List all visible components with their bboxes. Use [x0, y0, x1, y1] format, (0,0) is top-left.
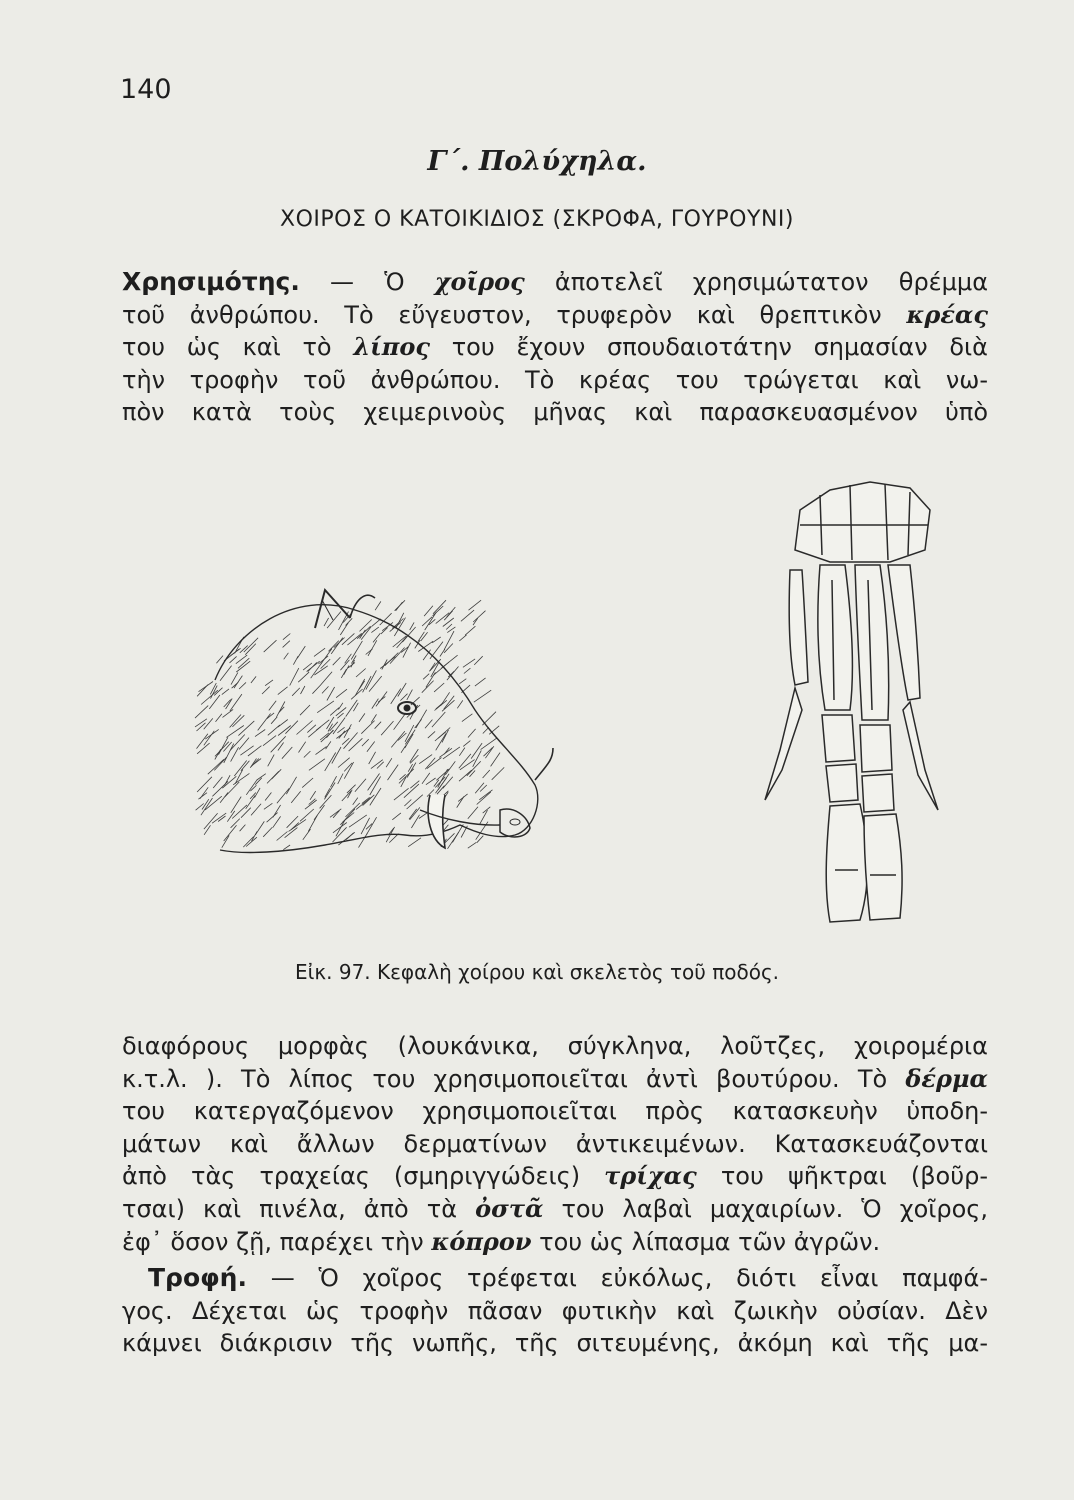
section-subtitle: ΧΟΙΡΟΣ Ο ΚΑΤΟΙΚΙΔΙΟΣ (ΣΚΡΟΦΑ, ΓΟΥΡΟΥΝΙ) — [280, 207, 794, 232]
heading-usefulness: Χρησιμότης. — [122, 267, 300, 296]
pig-head-drawing — [175, 570, 555, 870]
term-trichas: τρίχας — [604, 1161, 697, 1191]
page-number: 140 — [120, 74, 172, 105]
section-title: Γ΄. Πολύχηλα. — [427, 146, 647, 177]
term-kopron: κόπρον — [431, 1226, 532, 1256]
figure-caption: Εἰκ. 97. Κεφαλὴ χοίρου καὶ σκελετὸς τοῦ ποδός. — [294, 960, 780, 984]
paragraph-food: Τροφή. — Ὁ χοῖρος τρέφεται εὐκόλως, διότι εἶναι παμφά- γος. Δέχεται ὡς τροφὴν πᾶσαν φυτικὴν καὶ ζωικὴν οὐσίαν. Δὲν κάμνει διάκρισιν τῆς νωπῆς, τῆς σιτευμένης, ἀκόμη καὶ τῆς μα- — [122, 1263, 988, 1358]
term-choiros: χοῖρος — [434, 267, 525, 296]
term-kreas: κρέας — [906, 299, 988, 329]
foot-skeleton-drawing — [760, 470, 950, 940]
heading-food: Τροφή. — [148, 1263, 247, 1292]
term-derma: δέρμα — [905, 1063, 988, 1093]
paragraph-usefulness: Χρησιμότης. — Ὁ χοῖρος ἀποτελεῖ χρησιμώτατον θρέμμα τοῦ ἀνθρώπου. Τὸ εὔγευστον, τρυφερὸν καὶ θρεπτικὸν κρέας του ὡς καὶ τὸ λίπος του ἔχουν σπουδαιοτάτην σημασίαν διὰ τὴν τροφὴν τοῦ ἀνθρώπου. Τὸ κρέας του τρώγεται καὶ νω- πὸν κατὰ τοὺς χειμερινοὺς μῆνας καὶ παρασκευασμένον ὑπὸ — [122, 267, 989, 427]
term-osta: ὀστᾶ — [475, 1193, 544, 1223]
term-lipos: λίπος — [353, 332, 430, 362]
paragraph-products: διαφόρους μορφὰς (λουκάνικα, σύγκληνα, λοῦτζες, χοιρομέρια κ.τ.λ. ). Τὸ λίπος του χρησιμοποιεῖται ἀντὶ βουτύρου. Τὸ δέρμα του κατεργαζόμενον χρησιμοποιεῖται πρὸς κατασκευὴν ὑποδη- μάτων καὶ ἄλλων δερματίνων ἀντικειμένων. Κατασκευάζονται ἀπὸ τὰς τραχείας (σμηριγγώδεις) τρίχας του ψῆκτραι (βοῦρ- τσαι) καὶ πινέλα, ἀπὸ τὰ ὀστᾶ του λαβαὶ μαχαιρίων. Ὁ χοῖρος, ἐφ᾽ ὅσον ζῇ, παρέχει τὴν κόπρον του ὡς λίπασμα τῶν ἀγρῶν. — [122, 1032, 989, 1256]
